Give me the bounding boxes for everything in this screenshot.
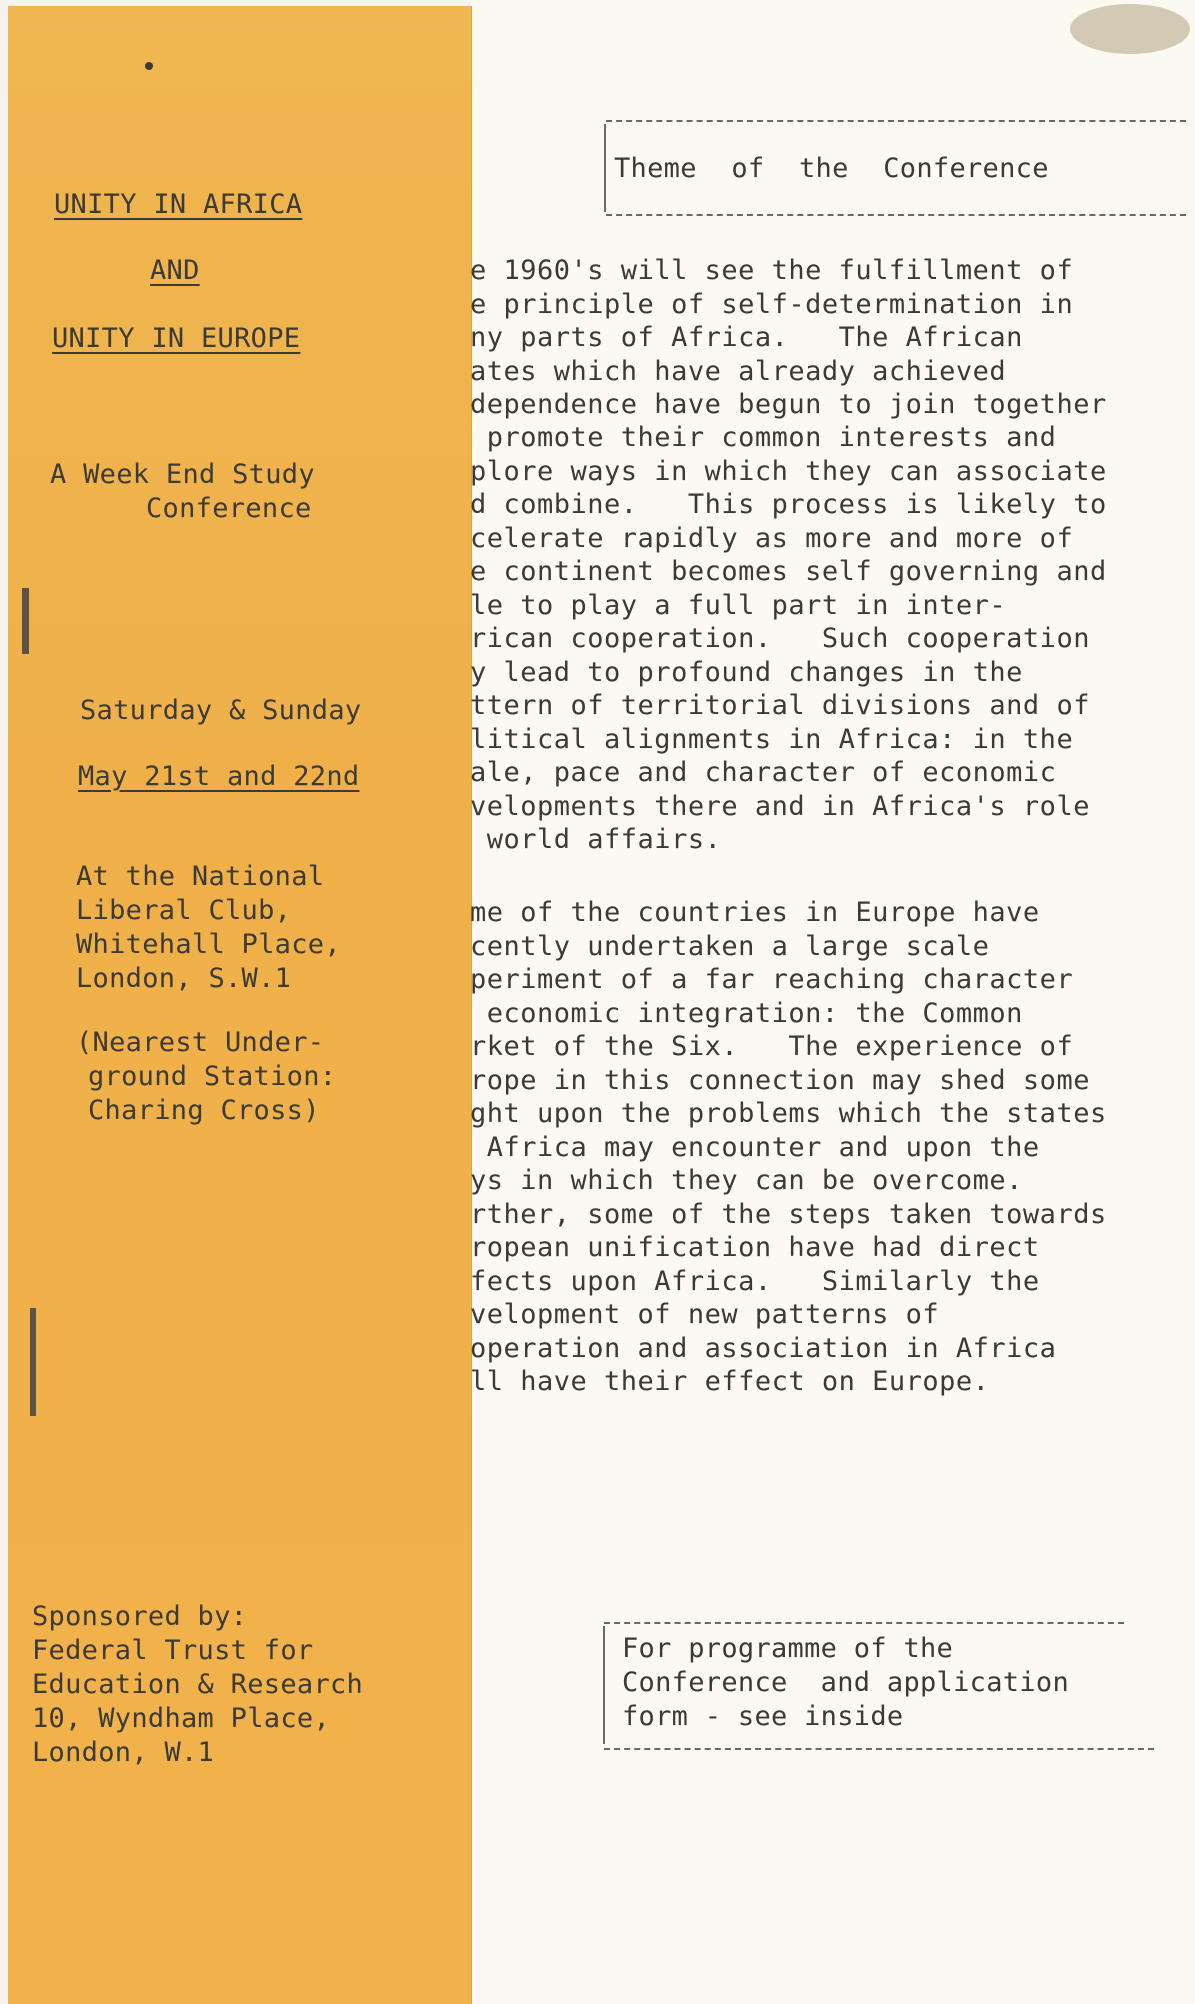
body-line: ale, pace and character of economic <box>470 757 1057 788</box>
stain-top-right <box>1070 4 1190 54</box>
body-line: economic integration: the Common <box>470 998 1023 1029</box>
binding-mark-lower <box>30 1308 36 1416</box>
body-line: ys in which they can be overcome. <box>470 1165 1023 1196</box>
body-line: me of the countries in Europe have <box>470 897 1040 928</box>
programme-box-bottom <box>604 1748 1154 1750</box>
body-line: rket of the Six. The experience of <box>470 1031 1074 1062</box>
station-line: ground Station: <box>88 1061 337 1092</box>
programme-line: Conference and application <box>622 1667 1069 1698</box>
venue-line: At the National <box>76 861 325 892</box>
programme-line: For programme of the <box>622 1633 954 1664</box>
theme-heading: Theme of the Conference <box>614 153 1049 184</box>
venue-line: London, S.W.1 <box>76 963 292 994</box>
body-line: periment of a far reaching character <box>470 964 1074 995</box>
sponsor-line: Sponsored by: <box>32 1601 248 1632</box>
body-line: ttern of territorial divisions and of <box>470 690 1090 721</box>
body-line: le to play a full part in inter- <box>470 590 1007 621</box>
body-line: ropean unification have had direct <box>470 1232 1040 1263</box>
body-line: promote their common interests and <box>470 422 1057 453</box>
body-line: d combine. This process is likely to <box>470 489 1107 520</box>
sponsor-line: Education & Research <box>32 1669 364 1700</box>
binding-mark-upper <box>22 588 29 654</box>
subtitle-line2: Conference <box>146 493 312 524</box>
sponsor-line: 10, Wyndham Place, <box>32 1703 330 1734</box>
body-line: litical alignments in Africa: in the <box>470 724 1074 755</box>
title-unity-africa: UNITY IN AFRICA <box>54 189 303 220</box>
body-line: ny parts of Africa. The African <box>470 322 1023 353</box>
body-line: Africa may encounter and upon the <box>470 1132 1040 1163</box>
body-line: ll have their effect on Europe. <box>470 1366 990 1397</box>
body-line: dependence have begun to join together <box>470 389 1107 420</box>
body-line: rope in this connection may shed some <box>470 1065 1090 1096</box>
programme-line: form - see inside <box>622 1701 904 1732</box>
body-line: celerate rapidly as more and more of <box>470 523 1074 554</box>
title-and: AND <box>150 255 200 286</box>
body-line: cently undertaken a large scale <box>470 931 990 962</box>
body-line: rican cooperation. Such cooperation <box>470 623 1090 654</box>
theme-box-bottom <box>606 214 1186 216</box>
body-line: rther, some of the steps taken towards <box>470 1199 1107 1230</box>
body-line: velopment of new patterns of <box>470 1299 940 1330</box>
sponsor-line: London, W.1 <box>32 1737 215 1768</box>
theme-box-left <box>604 124 606 212</box>
programme-box-left <box>603 1626 605 1744</box>
station-line: (Nearest Under- <box>76 1027 325 1058</box>
body-line: velopments there and in Africa's role <box>470 791 1090 822</box>
station-line: Charing Cross) <box>88 1095 320 1126</box>
body-line: plore ways in which they can associate <box>470 456 1107 487</box>
sponsor-line: Federal Trust for <box>32 1635 314 1666</box>
body-line: e 1960's will see the fulfillment of <box>470 255 1074 286</box>
body-line: fects upon Africa. Similarly the <box>470 1266 1040 1297</box>
subtitle-line1: A Week End Study <box>50 459 315 490</box>
body-line: y lead to profound changes in the <box>470 657 1023 688</box>
venue-line: Liberal Club, <box>76 895 292 926</box>
programme-box-top <box>604 1622 1124 1624</box>
body-line: operation and association in Africa <box>470 1333 1057 1364</box>
ink-mark <box>145 62 153 70</box>
conference-days: Saturday & Sunday <box>80 695 362 726</box>
body-line: ght upon the problems which the states <box>470 1098 1107 1129</box>
body-line: world affairs. <box>470 824 722 855</box>
body-line: e principle of self-determination in <box>470 289 1074 320</box>
venue-line: Whitehall Place, <box>76 929 341 960</box>
title-unity-europe: UNITY IN EUROPE <box>52 323 301 354</box>
body-line: ates which have already achieved <box>470 356 1007 387</box>
body-line: e continent becomes self governing and <box>470 556 1107 587</box>
theme-box-top <box>606 120 1186 122</box>
conference-dates: May 21st and 22nd <box>78 761 360 792</box>
